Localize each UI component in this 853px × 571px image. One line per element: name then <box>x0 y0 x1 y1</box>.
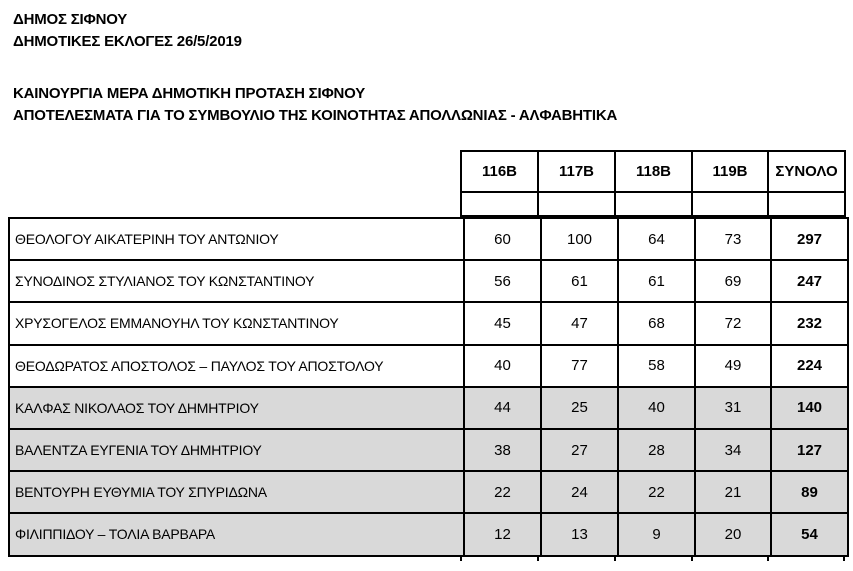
table-row <box>9 471 848 513</box>
cutoff-row-border-stub <box>537 556 539 561</box>
vote-count-cell: 69 <box>695 260 771 302</box>
candidate-name-cell: ΚΑΛΦΑΣ ΝΙΚΟΛΑΟΣ ΤΟΥ ΔΗΜΗΤΡΙΟΥ <box>9 387 464 429</box>
column-header-118b: 118B <box>615 151 692 192</box>
precinct-header-row <box>461 151 845 192</box>
total-votes-cell: 297 <box>771 218 848 260</box>
total-votes-cell: 89 <box>771 471 848 513</box>
table-row <box>9 387 848 429</box>
vote-count-cell: 100 <box>541 218 618 260</box>
election-title: ΔΗΜΟΤΙΚΕΣ ΕΚΛΟΓΕΣ 26/5/2019 <box>13 33 242 50</box>
candidate-name-cell: ΧΡΥΣΟΓΕΛΟΣ ΕΜΜΑΝΟΥΗΛ ΤΟΥ ΚΩΝΣΤΑΝΤΙΝΟΥ <box>9 302 464 344</box>
document-header <box>13 9 617 127</box>
column-header-119b: 119B <box>692 151 768 192</box>
vote-count-cell: 49 <box>695 345 771 387</box>
candidate-name-cell: ΦΙΛΙΠΠΙΔΟΥ – ΤΟΛΙΑ ΒΑΡΒΑΡΑ <box>9 513 464 555</box>
column-header-116b: 116B <box>461 151 538 192</box>
vote-count-cell: 64 <box>618 218 695 260</box>
total-votes-cell: 140 <box>771 387 848 429</box>
municipality-title: ΔΗΜΟΣ ΣΙΦΝΟΥ <box>13 11 128 28</box>
total-votes-cell: 127 <box>771 429 848 471</box>
vote-count-cell: 27 <box>541 429 618 471</box>
table-row <box>9 260 848 302</box>
spacer-cell <box>768 192 845 216</box>
vote-count-cell: 58 <box>618 345 695 387</box>
vote-count-cell: 34 <box>695 429 771 471</box>
vote-count-cell: 22 <box>464 471 541 513</box>
vote-count-cell: 22 <box>618 471 695 513</box>
cutoff-row-border-stub <box>767 556 769 561</box>
vote-count-cell: 13 <box>541 513 618 555</box>
vote-count-cell: 73 <box>695 218 771 260</box>
total-votes-cell: 247 <box>771 260 848 302</box>
vote-count-cell: 25 <box>541 387 618 429</box>
vote-count-cell: 38 <box>464 429 541 471</box>
total-votes-cell: 54 <box>771 513 848 555</box>
vote-count-cell: 40 <box>464 345 541 387</box>
vote-count-cell: 56 <box>464 260 541 302</box>
spacer-cell <box>538 192 615 216</box>
vote-count-cell: 20 <box>695 513 771 555</box>
vote-count-cell: 9 <box>618 513 695 555</box>
vote-count-cell: 28 <box>618 429 695 471</box>
spacer-cell <box>615 192 692 216</box>
column-header-117b: 117B <box>538 151 615 192</box>
results-table <box>8 217 849 557</box>
vote-count-cell: 68 <box>618 302 695 344</box>
cutoff-row-border-stub <box>691 556 693 561</box>
results-title: ΑΠΟΤΕΛΕΣΜΑΤΑ ΓΙΑ ΤΟ ΣΥΜΒΟΥΛΙΟ ΤΗΣ ΚΟΙΝΟΤΗΤΑΣ ΑΠΟΛΛΩΝΙΑΣ - ΑΛΦΑΒΗΤΙΚΑ <box>13 107 618 124</box>
vote-count-cell: 77 <box>541 345 618 387</box>
vote-count-cell: 60 <box>464 218 541 260</box>
column-header-total: ΣΥΝΟΛΟ <box>768 151 845 192</box>
vote-count-cell: 12 <box>464 513 541 555</box>
total-votes-cell: 224 <box>771 345 848 387</box>
candidate-name-cell: ΒΑΛΕΝΤΖΑ ΕΥΓΕΝΙΑ ΤΟΥ ΔΗΜΗΤΡΙΟΥ <box>9 429 464 471</box>
vote-count-cell: 31 <box>695 387 771 429</box>
table-row <box>9 218 848 260</box>
vote-count-cell: 21 <box>695 471 771 513</box>
table-row <box>9 345 848 387</box>
vote-count-cell: 44 <box>464 387 541 429</box>
precinct-header-table <box>460 150 846 217</box>
vote-count-cell: 72 <box>695 302 771 344</box>
candidate-name-cell: ΘΕΟΔΩΡΑΤΟΣ ΑΠΟΣΤΟΛΟΣ – ΠΑΥΛΟΣ ΤΟΥ ΑΠΟΣΤΟΛΟΥ <box>9 345 464 387</box>
candidate-name-cell: ΘΕΟΛΟΓΟΥ ΑΙΚΑΤΕΡΙΝΗ ΤΟΥ ΑΝΤΩΝΙΟΥ <box>9 218 464 260</box>
candidate-name-cell: ΒΕΝΤΟΥΡΗ ΕΥΘΥΜΙΑ ΤΟΥ ΣΠΥΡΙΔΩΝΑ <box>9 471 464 513</box>
vote-count-cell: 61 <box>541 260 618 302</box>
party-title: ΚΑΙΝΟΥΡΓΙΑ ΜΕΡΑ ΔΗΜΟΤΙΚΗ ΠΡΟΤΑΣΗ ΣΙΦΝΟΥ <box>13 85 366 102</box>
table-row <box>9 513 848 555</box>
vote-count-cell: 24 <box>541 471 618 513</box>
vote-count-cell: 40 <box>618 387 695 429</box>
cutoff-row-border-stub <box>843 556 845 561</box>
table-row <box>9 302 848 344</box>
cutoff-row-border-stub <box>460 556 462 561</box>
table-row <box>9 429 848 471</box>
vote-count-cell: 47 <box>541 302 618 344</box>
spacer-cell <box>461 192 538 216</box>
vote-count-cell: 61 <box>618 260 695 302</box>
total-votes-cell: 232 <box>771 302 848 344</box>
vote-count-cell: 45 <box>464 302 541 344</box>
cutoff-row-border-stub <box>614 556 616 561</box>
spacer-row <box>461 192 845 216</box>
spacer-cell <box>692 192 768 216</box>
candidate-name-cell: ΣΥΝΟΔΙΝΟΣ ΣΤΥΛΙΑΝΟΣ ΤΟΥ ΚΩΝΣΤΑΝΤΙΝΟΥ <box>9 260 464 302</box>
